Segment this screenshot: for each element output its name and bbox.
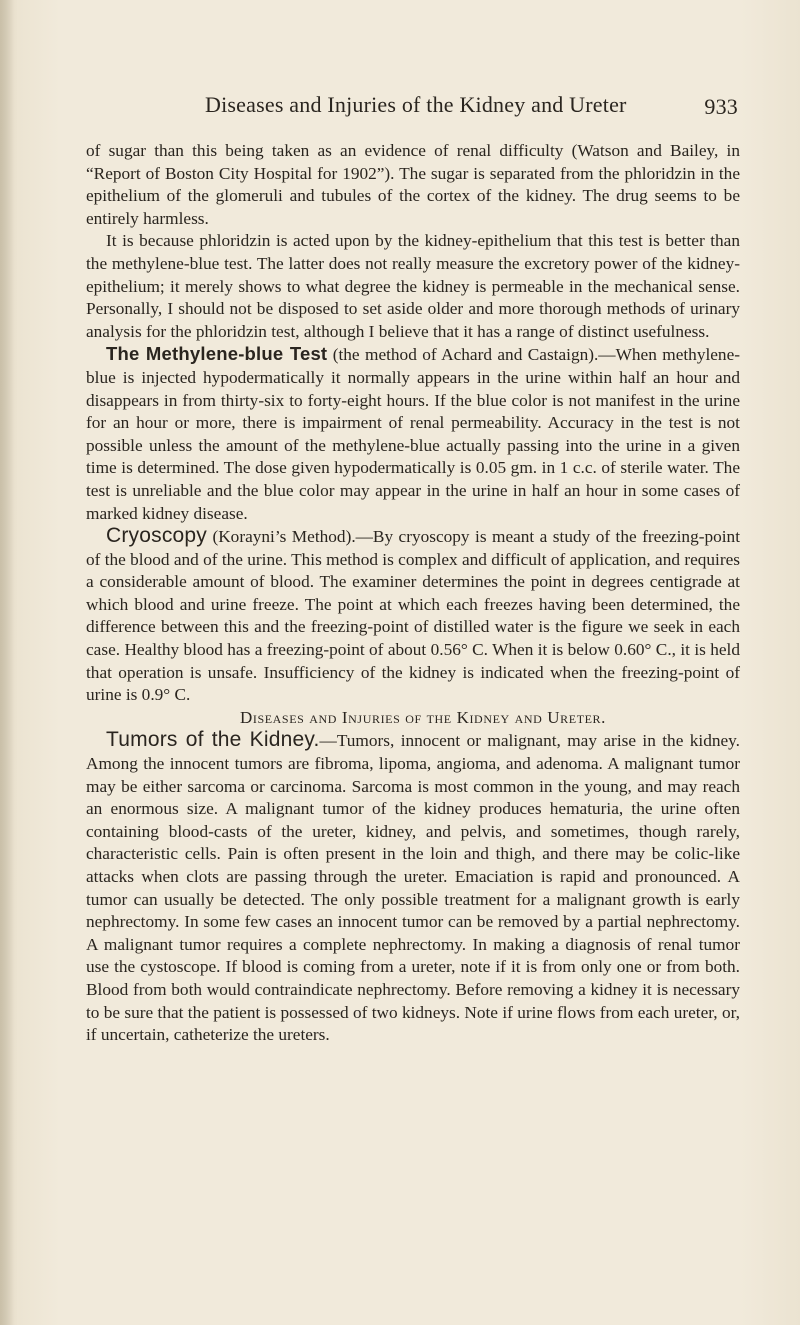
running-title: Diseases and Injuries of the Kidney and Ureter: [205, 92, 627, 117]
tumors-text: —Tumors, innocent or malignant, may arise in the kidney. Among the innocent tumors are fibroma, lipoma, angioma, and adenoma. A malignant tumor may be either sarcoma or carcinoma. Sarcoma is most common in the young, and may reach an enormous size. A malignant tumor of the kidney produces hematuria, the urine often containing blood-casts of the ureter, kidney, and pelvis, and sometimes, though rarely, characteristic cells. Pain is often present in the loin and thigh, and there may be colic-like attacks when clots are passing through the ureter. Emaciation is rapid and pronounced. A tumor can usually be detected. The only possible treatment for a malignant growth is early nephrectomy. In some few cases an innocent tumor can be removed by a partial nephrectomy. A malignant tumor requires a complete nephrectomy. In making a diagnosis of renal tumor use the cystoscope. If blood is coming from a ureter, note if it is from only one or from both. Blood from both would contraindicate nephrectomy. Before removing a kidney it is necessary to be sure that the patient is possessed of two kidneys. Note if urine flows from each ureter, or, if uncertain, catheterize the ureters.: [86, 731, 740, 1045]
page-body: [86, 140, 740, 1047]
section-title: Diseases and Injuries of the Kidney and Ureter.: [239, 707, 607, 727]
heading-methylene-blue-test: The Methylene-blue Test: [106, 343, 328, 365]
paragraph-phloridzin: It is because phloridzin is acted upon by the kidney-epithelium that this test is better than the methylene-blue test. The latter does not really measure the excretory power of the kidney-epithelium; it merely shows to what degree the kidney is permeable in the mechanical sense. Personally, I should not be disposed to set aside older and more thorough methods of urinary analysis for the phloridzin test, although I believe that it has a range of distinct usefulness.: [86, 231, 740, 341]
running-head: [205, 92, 740, 118]
heading-tumors-of-the-kidney: Tumors of the Kidney.: [106, 728, 320, 752]
paragraph-methylene-blue: [86, 343, 740, 525]
heading-cryoscopy: Cryoscopy: [106, 524, 207, 548]
paragraph-cryoscopy: [86, 525, 740, 707]
cryoscopy-text: (Korayni’s Method).—By cryoscopy is meant a study of the freezing-point of the blood and of the urine. This method is complex and difficult of application, and requires a considerable amount of blood. The examiner determines the point in degrees centigrade at which blood and urine freeze. The point at which each freezes having been determined, the difference between this and the freezing-point of distilled water is the figure we seek in each case. Healthy blood has a freezing-point of about 0.56° C. When it is below 0.60° C., it is held that operation is unsafe. Insufficiency of the kidney is indicated when the freezing-point of urine is 0.9° C.: [86, 527, 740, 705]
page-gutter-shadow: [0, 0, 14, 1325]
paragraph-tumors: [86, 729, 740, 1046]
paragraph-sugar: of sugar than this being taken as an evidence of renal difficulty (Watson and Bailey, in “Report of Boston City Hospital for 1902”). The sugar is separated from the phloridzin in the epithelium of the glomeruli and tubules of the cortex of the kidney. The drug seems to be entirely harmless.: [86, 141, 740, 228]
page-number: 933: [704, 94, 738, 119]
methylene-blue-text: (the method of Achard and Castaign).—When methylene-blue is injected hypodermatically it normally appears in the urine within half an hour and disappears in from thirty-six to forty-eight hours. If the blue color is not manifest in the urine for an hour or more, there is impairment of renal permeability. Accuracy in the test is not possible unless the amount of the methylene-blue actually passing into the urine in a given time is determined. The dose given hypodermatically is 0.05 gm. in 1 c.c. of sterile water. The test is unreliable and the blue color may appear in the urine in half an hour in some cases of marked kidney disease.: [86, 345, 740, 523]
